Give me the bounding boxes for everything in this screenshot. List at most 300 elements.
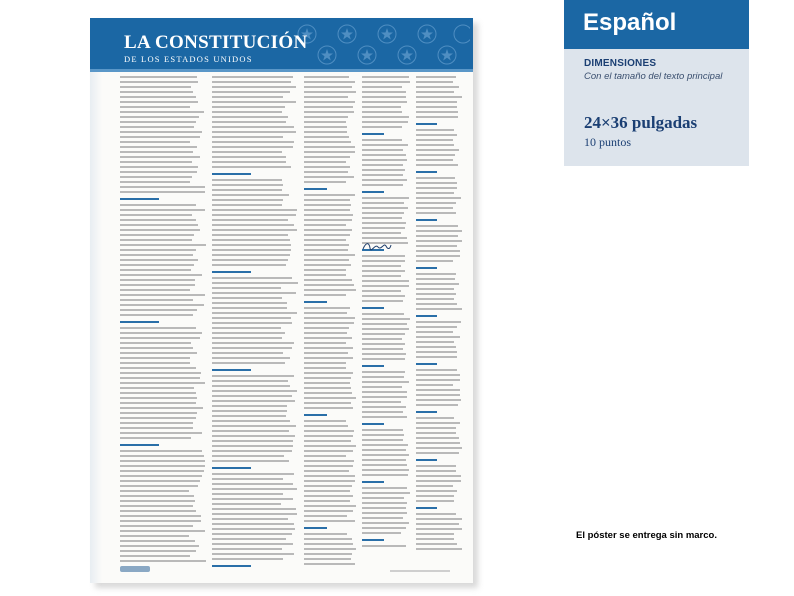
text-line (304, 274, 346, 276)
text-line (304, 510, 353, 512)
text-line (120, 239, 192, 241)
text-line (120, 362, 190, 364)
dimensions-heading: DIMENSIONES (584, 58, 657, 69)
text-line (120, 126, 194, 128)
text-line (120, 402, 196, 404)
text-line (120, 530, 205, 532)
text-line (416, 164, 458, 166)
text-line (212, 156, 286, 158)
text-line (120, 141, 190, 143)
text-line (362, 111, 402, 113)
section-heading-line (416, 459, 437, 461)
text-line (212, 76, 293, 78)
text-line (212, 106, 285, 108)
text-line (212, 548, 282, 550)
text-line (304, 289, 356, 291)
text-line (416, 379, 460, 381)
text-line (416, 369, 457, 371)
text-line (362, 487, 407, 489)
text-line (120, 455, 204, 457)
text-line (304, 224, 346, 226)
text-line (120, 357, 190, 359)
text-line (304, 141, 351, 143)
text-line (362, 444, 408, 446)
text-line (362, 255, 405, 257)
text-line (120, 332, 202, 334)
text-line (120, 337, 200, 339)
text-line (362, 391, 407, 393)
text-line (416, 81, 453, 83)
text-line (304, 440, 351, 442)
text-line (362, 532, 401, 534)
text-line (120, 284, 195, 286)
text-line (120, 314, 193, 316)
text-line (304, 553, 352, 555)
text-line (304, 520, 355, 522)
text-line (212, 435, 295, 437)
dimensions-description: Con el tamaño del texto principal (584, 71, 723, 82)
text-line (120, 234, 194, 236)
text-line (120, 76, 197, 78)
text-line (304, 171, 348, 173)
text-line (120, 269, 191, 271)
text-line (416, 422, 460, 424)
text-line (416, 495, 454, 497)
text-line (304, 156, 350, 158)
text-line (212, 425, 296, 427)
signature-icon (362, 240, 392, 252)
text-line (212, 390, 297, 392)
text-line (416, 288, 454, 290)
text-line (416, 76, 456, 78)
text-line (120, 545, 199, 547)
text-line (416, 225, 458, 227)
text-line (120, 427, 193, 429)
text-line (416, 144, 454, 146)
text-line (212, 460, 289, 462)
text-line (120, 490, 189, 492)
text-line (304, 352, 348, 354)
text-line (362, 280, 409, 282)
text-line (362, 139, 402, 141)
text-line (362, 217, 402, 219)
text-line (212, 528, 295, 530)
text-line (304, 86, 352, 88)
text-line (304, 465, 353, 467)
publisher-logo (120, 566, 150, 572)
text-line (362, 96, 406, 98)
text-line (362, 358, 405, 360)
text-line (212, 317, 291, 319)
text-line (362, 371, 405, 373)
poster-title: LA CONSTITUCIÓN (124, 32, 308, 53)
text-line (212, 161, 286, 163)
text-line (212, 352, 283, 354)
text-line (120, 412, 197, 414)
text-line (212, 385, 290, 387)
text-line (120, 327, 196, 329)
text-line (416, 303, 457, 305)
text-line (362, 386, 402, 388)
text-line (362, 106, 401, 108)
text-line (212, 259, 288, 261)
text-line (362, 522, 409, 524)
text-line (212, 194, 289, 196)
text-line (304, 445, 356, 447)
text-line (212, 96, 283, 98)
text-line (212, 312, 297, 314)
text-line (362, 184, 403, 186)
text-line (212, 430, 289, 432)
text-line (362, 202, 404, 204)
text-line (416, 374, 460, 376)
text-line (212, 249, 291, 251)
text-line (362, 474, 408, 476)
text-line (304, 101, 355, 103)
text-line (120, 422, 193, 424)
text-line (120, 309, 197, 311)
text-line (416, 293, 456, 295)
text-line (304, 322, 354, 324)
poster-header (90, 18, 473, 72)
text-line (304, 121, 346, 123)
text-line (362, 76, 409, 78)
text-line (212, 337, 282, 339)
text-line (212, 282, 298, 284)
language-label: Español (583, 9, 677, 36)
text-line (212, 342, 294, 344)
text-line (120, 116, 199, 118)
text-line (120, 161, 192, 163)
text-line (120, 209, 205, 211)
text-line (304, 387, 351, 389)
text-line (120, 186, 205, 188)
text-line (416, 197, 461, 199)
text-line (362, 81, 410, 83)
text-line (120, 475, 202, 477)
section-heading-line (362, 539, 384, 541)
text-line (212, 508, 296, 510)
text-line (304, 455, 346, 457)
text-line (362, 439, 403, 441)
text-line (416, 91, 454, 93)
text-line (416, 351, 457, 353)
text-line (416, 384, 453, 386)
text-line (304, 264, 351, 266)
text-line (362, 197, 409, 199)
text-line (416, 139, 453, 141)
text-column-2 (212, 76, 298, 576)
text-line (212, 553, 294, 555)
text-line (120, 101, 198, 103)
text-line (120, 372, 201, 374)
text-line (416, 356, 457, 358)
text-line (362, 406, 406, 408)
text-line (304, 475, 355, 477)
text-line (304, 367, 346, 369)
text-line (362, 275, 401, 277)
text-line (304, 239, 346, 241)
text-line (416, 336, 460, 338)
text-line (416, 149, 459, 151)
text-line (362, 270, 405, 272)
text-line (120, 495, 194, 497)
text-line (212, 219, 288, 221)
text-line (362, 144, 408, 146)
text-line (362, 376, 404, 378)
text-line (304, 480, 355, 482)
text-line (362, 91, 406, 93)
text-line (304, 209, 350, 211)
text-line (416, 96, 462, 98)
text-line (120, 254, 193, 256)
text-line (362, 232, 401, 234)
section-heading-line (362, 191, 384, 193)
text-line (362, 333, 405, 335)
text-line (304, 407, 353, 409)
text-line (120, 259, 198, 261)
text-line (416, 404, 458, 406)
text-line (304, 357, 353, 359)
text-line (416, 159, 453, 161)
text-line (362, 237, 407, 239)
section-heading-line (416, 363, 437, 365)
text-line (304, 397, 356, 399)
text-line (416, 485, 453, 487)
text-line (362, 502, 407, 504)
text-line (304, 166, 350, 168)
text-line (304, 470, 349, 472)
text-line (362, 401, 401, 403)
text-line (362, 207, 408, 209)
text-line (120, 146, 197, 148)
text-line (362, 126, 402, 128)
text-line (304, 249, 348, 251)
text-line (304, 214, 353, 216)
text-line (304, 362, 346, 364)
text-line (120, 397, 197, 399)
text-line (304, 337, 352, 339)
text-line (304, 563, 355, 565)
text-line (362, 343, 405, 345)
text-line (120, 417, 196, 419)
text-line (416, 533, 454, 535)
text-column-3 (304, 76, 356, 576)
text-line (120, 342, 191, 344)
text-line (416, 86, 459, 88)
text-line (416, 528, 462, 530)
text-line (362, 227, 405, 229)
text-line (362, 497, 404, 499)
text-line (212, 166, 291, 168)
text-line (362, 429, 403, 431)
text-line (120, 244, 206, 246)
text-line (304, 450, 353, 452)
text-line (416, 475, 461, 477)
text-line (416, 500, 454, 502)
text-line (416, 490, 457, 492)
text-line (304, 96, 348, 98)
text-line (212, 478, 283, 480)
section-heading-line (362, 307, 384, 309)
text-line (416, 177, 455, 179)
text-line (416, 245, 457, 247)
section-heading-line (304, 414, 327, 416)
text-line (120, 131, 202, 133)
text-line (362, 159, 407, 161)
text-line (416, 235, 458, 237)
text-line (416, 207, 453, 209)
text-line (120, 550, 196, 552)
text-line (120, 299, 193, 301)
text-line (304, 106, 353, 108)
section-heading-line (120, 444, 159, 446)
text-line (362, 149, 403, 151)
text-line (304, 136, 349, 138)
text-line (212, 455, 284, 457)
text-line (212, 420, 290, 422)
text-line (212, 362, 285, 364)
text-column-5 (416, 76, 462, 576)
text-line (212, 558, 283, 560)
text-line (120, 191, 205, 193)
text-line (120, 106, 190, 108)
text-line (120, 219, 196, 221)
text-size: 10 puntos (584, 135, 632, 149)
text-line (416, 134, 457, 136)
text-line (416, 442, 460, 444)
text-line (362, 396, 407, 398)
text-line (416, 538, 454, 540)
text-line (120, 480, 200, 482)
text-line (212, 513, 297, 515)
text-line (212, 287, 281, 289)
text-line (304, 505, 356, 507)
text-line (212, 239, 290, 241)
text-line (120, 229, 200, 231)
section-heading-line (212, 271, 251, 273)
text-line (212, 357, 290, 359)
text-line (212, 81, 291, 83)
text-line (304, 425, 348, 427)
text-line (212, 450, 292, 452)
text-line (120, 274, 202, 276)
text-line (212, 214, 296, 216)
text-line (362, 348, 403, 350)
text-line (362, 313, 404, 315)
text-line (304, 392, 352, 394)
text-line (212, 375, 294, 377)
text-line (212, 380, 288, 382)
text-line (362, 328, 409, 330)
section-heading-line (362, 423, 384, 425)
text-line (120, 377, 200, 379)
text-line (416, 465, 456, 467)
text-line (304, 430, 354, 432)
section-heading-line (304, 527, 327, 529)
text-line (304, 194, 355, 196)
text-line (304, 317, 355, 319)
text-line (120, 91, 193, 93)
text-line (120, 407, 203, 409)
text-line (304, 111, 354, 113)
text-line (120, 181, 190, 183)
text-line (304, 279, 352, 281)
text-line (416, 250, 460, 252)
text-line (416, 129, 454, 131)
text-line (304, 234, 350, 236)
poster-subtitle: DE LOS ESTADOS UNIDOS (124, 54, 253, 64)
text-line (212, 347, 292, 349)
poster-size: 24×36 pulgadas (584, 113, 698, 132)
text-line (120, 224, 198, 226)
text-line (304, 259, 349, 261)
text-line (212, 204, 282, 206)
text-line (120, 347, 193, 349)
text-line (304, 538, 352, 540)
text-line (304, 382, 350, 384)
text-line (362, 454, 409, 456)
text-line (304, 558, 351, 560)
text-line (304, 284, 354, 286)
text-line (416, 192, 454, 194)
text-line (212, 141, 294, 143)
text-line (416, 331, 453, 333)
text-line (304, 229, 352, 231)
text-line (304, 294, 346, 296)
section-heading-line (304, 188, 327, 190)
text-line (416, 321, 461, 323)
text-line (416, 437, 459, 439)
text-line (212, 136, 283, 138)
text-line (120, 387, 194, 389)
text-line (212, 264, 286, 266)
text-line (212, 322, 292, 324)
text-line (416, 240, 462, 242)
text-line (416, 308, 462, 310)
text-line (120, 204, 196, 206)
text-line (416, 394, 460, 396)
text-line (304, 269, 346, 271)
text-line (362, 265, 401, 267)
text-line (304, 131, 347, 133)
text-line (362, 527, 406, 529)
text-line (212, 297, 282, 299)
text-line (416, 523, 459, 525)
text-line (212, 184, 283, 186)
text-line (416, 389, 460, 391)
text-line (416, 116, 458, 118)
section-heading-line (212, 173, 251, 175)
text-line (120, 485, 198, 487)
text-line (304, 515, 347, 517)
section-heading-line (120, 198, 159, 200)
text-line (362, 86, 402, 88)
text-line (304, 495, 353, 497)
text-line (212, 533, 292, 535)
text-line (304, 420, 346, 422)
text-line (304, 402, 351, 404)
text-line (362, 464, 407, 466)
section-heading-line (212, 369, 251, 371)
text-line (120, 470, 204, 472)
text-line (304, 91, 356, 93)
star-pattern-icon (285, 22, 470, 66)
text-line (120, 515, 201, 517)
text-line (416, 106, 457, 108)
text-line (212, 111, 282, 113)
text-line (362, 512, 407, 514)
